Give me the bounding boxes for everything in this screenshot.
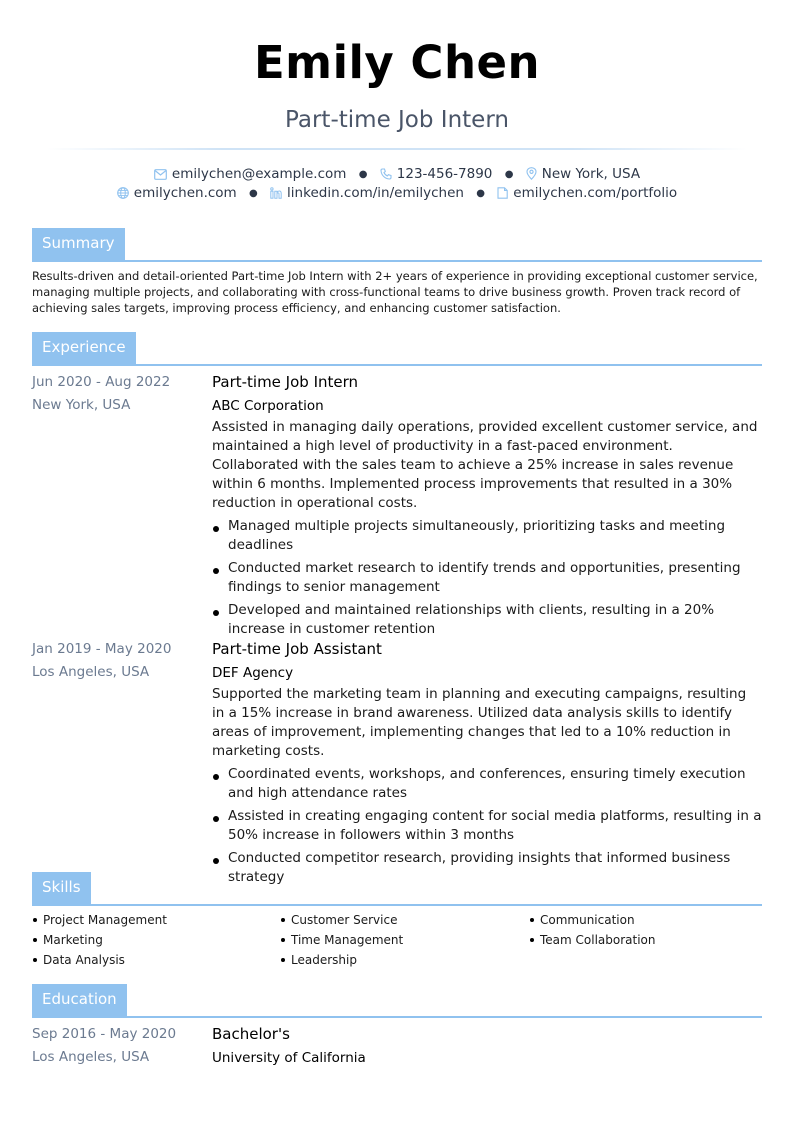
summary-section-header [32,228,762,262]
email-text: emilychen@example.com [171,166,347,182]
skill-item: Customer Service [280,910,520,930]
education-dates: Sep 2016 - May 2020 [32,1026,177,1042]
skills-column [529,910,769,950]
list-item: Coordinated events, workshops, and conferences, ensuring timely execution and high attendance rates [212,765,762,803]
skills-column [280,910,520,970]
contact-portfolio[interactable] [497,185,677,201]
education-degree: Bachelor's [212,1025,290,1043]
contact-location [526,166,640,182]
skills-heading: Skills [32,872,91,904]
portfolio-text: emilychen.com/portfolio [513,185,678,201]
header-divider [47,148,747,150]
list-item: Assisted in creating engaging content for social media platforms, resulting in a 50% increase in followers within 3 months [212,807,762,845]
experience-body [212,638,762,891]
skill-item: Leadership [280,950,520,970]
experience-heading: Experience [32,332,136,364]
education-heading: Education [32,984,127,1016]
experience-description: Assisted in managing daily operations, provided excellent customer service, and maintained a high level of productivity in a fast-paced environment. Collaborated with the sales team to achieve a 25% increase in sales revenue within 6 months. Implemented process improvements that resulted in a 30% reduction in operational costs. [212,419,758,511]
experience-meta [32,371,202,417]
experience-body [212,371,762,643]
document-icon [497,187,508,199]
contact-line-1 [0,166,794,182]
separator-dot: ● [249,188,258,199]
experience-location: Los Angeles, USA [32,664,150,680]
list-item: Conducted competitor research, providing insights that informed business strategy [212,849,762,887]
separator-dot: ● [476,188,485,199]
candidate-title: Part-time Job Intern [285,107,509,133]
experience-company: DEF Agency [212,665,294,681]
education-location: Los Angeles, USA [32,1049,150,1065]
experience-entry [32,371,762,637]
education-entry [32,1023,762,1083]
list-item: Conducted market research to identify trends and opportunities, presenting findings to senior management [212,559,762,597]
summary-text: Results-driven and detail-oriented Part-time Job Intern with 2+ years of experience in providing exceptional customer service, managing multiple projects, and collaborating with cross-functional teams to drive business growth. Proven track record of achieving sales targets, improving process efficiency, and enhancing customer satisfaction. [32,269,758,315]
linkedin-icon [270,187,282,199]
contact-phone[interactable] [380,166,493,182]
education-school: University of California [212,1050,366,1066]
experience-bullets [212,517,762,639]
location-pin-icon [526,167,537,180]
linkedin-text: linkedin.com/in/emilychen [287,185,464,201]
contact-line-2 [0,185,794,201]
skill-item: Communication [529,910,769,930]
education-meta [32,1023,202,1069]
list-item: Managed multiple projects simultaneously, prioritizing tasks and meeting deadlines [212,517,762,555]
separator-dot: ● [504,169,514,180]
experience-dates: Jan 2019 - May 2020 [32,641,172,657]
contact-website[interactable] [117,185,237,201]
contact-email[interactable] [154,166,347,182]
contact-linkedin[interactable] [270,185,464,201]
separator-dot: ● [358,169,368,180]
website-text: emilychen.com [133,185,237,201]
education-body [212,1023,762,1070]
skill-item: Project Management [32,910,272,930]
experience-bullets [212,765,762,887]
experience-section-header [32,332,762,366]
phone-icon [380,168,392,180]
globe-icon [117,187,129,199]
skill-item: Time Management [280,930,520,950]
experience-role: Part-time Job Assistant [212,640,382,658]
summary-heading: Summary [32,228,125,260]
mail-icon [154,169,167,180]
location-text: New York, USA [541,166,641,182]
skill-item: Data Analysis [32,950,272,970]
experience-location: New York, USA [32,397,131,413]
candidate-name: Emily Chen [253,36,541,89]
list-item: Developed and maintained relationships with clients, resulting in a 20% increase in customer retention [212,601,762,639]
experience-description: Supported the marketing team in planning and executing campaigns, resulting in a 15% increase in brand awareness. Utilized data analysis skills to identify areas of improvement, implementing changes that led to a 10% reduction in marketing costs. [212,686,747,759]
skills-column [32,910,272,970]
experience-entry [32,638,762,885]
skill-item: Team Collaboration [529,930,769,950]
experience-company: ABC Corporation [212,398,324,414]
skills-section-header [32,872,762,906]
experience-meta [32,638,202,684]
experience-dates: Jun 2020 - Aug 2022 [32,374,171,390]
education-section-header [32,984,762,1018]
skill-item: Marketing [32,930,272,950]
experience-role: Part-time Job Intern [212,373,359,391]
phone-text: 123-456-7890 [396,166,493,182]
